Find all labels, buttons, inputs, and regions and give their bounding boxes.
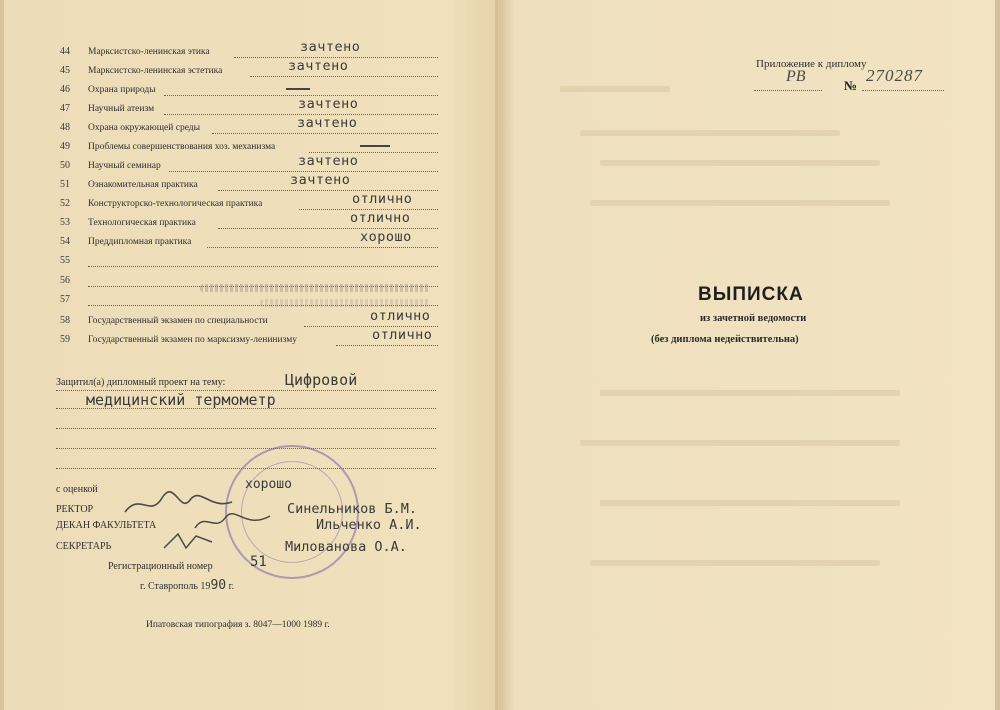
faint-print [580,440,900,446]
faint-print [600,160,880,166]
grade-value: зачтено [300,39,361,55]
grade-value: отлично [372,327,433,343]
row-number: 58 [60,315,70,326]
row-number: 54 [60,236,70,247]
table-row [60,115,440,136]
table-row [60,39,440,60]
stamp-smear [200,284,430,292]
subject-name: Ознакомительная практика [88,180,198,190]
row-number: 47 [60,103,70,114]
grade-value: зачтено [290,172,351,188]
rector-label: РЕКТОР [56,504,94,515]
project-line [56,428,436,429]
diploma-series: РВ [786,68,806,85]
row-number: 48 [60,122,70,133]
grade-value: зачтено [288,58,349,74]
stamp-smear [260,299,430,307]
secretary-signature [160,528,220,554]
project-title-line2: медицинский термометр [86,391,276,409]
subject-name: Конструкторско-технологическая практика [88,199,263,209]
dash-mark [286,88,310,90]
row-line [336,345,438,346]
subject-name: Охрана окружающей среды [88,123,201,133]
grade-value: хорошо [360,229,412,245]
table-row [60,137,440,155]
row-number: 49 [60,141,70,152]
row-number: 55 [60,255,70,266]
row-line [88,266,438,267]
row-number: 59 [60,334,70,345]
reg-number: 51 [250,554,267,570]
faint-print [600,500,900,506]
diploma-number: 270287 [866,66,923,85]
dash-mark [360,145,390,147]
series-line [754,90,822,91]
table-row [60,58,440,79]
document-subtitle: из зачетной ведомости [700,313,807,324]
row-number: 53 [60,217,70,228]
reg-label: Регистрационный номер [108,561,213,572]
validity-note: (без диплома недействительна) [651,334,799,345]
table-row [60,327,440,348]
table-row [60,251,440,269]
subject-name: Охрана природы [88,85,156,95]
row-number: 46 [60,84,70,95]
final-grade: хорошо [245,477,292,492]
project-title-line1: Цифровой [285,371,358,389]
table-row [60,96,440,117]
year-suffix: 90 [210,578,227,593]
grade-value: отлично [350,210,411,226]
secretary-label: СЕКРЕТАРЬ [56,541,112,552]
subject-name: Марксистско-ленинская эстетика [88,66,223,76]
year-end: г. [228,581,235,592]
project-line [56,408,436,409]
row-number: 56 [60,275,70,286]
faint-print [600,390,900,396]
number-sign: № [844,78,858,93]
subject-name: Государственный экзамен по специальности [88,316,268,326]
subject-name: Технологическая практика [88,218,196,228]
faint-print [590,200,890,206]
printer-line: Ипатовская типография з. 8047—1000 1989 г. [146,620,330,630]
row-number: 57 [60,294,70,305]
rector-name: Синельников Б.М. [287,501,418,517]
row-line [250,76,438,77]
row-number: 51 [60,179,70,190]
right-edge [995,0,1000,710]
page-fold [495,0,498,710]
project-label: Защитил(а) дипломный проект на тему: [56,377,226,388]
faint-print [580,130,840,136]
subject-name: Преддипломная практика [88,237,192,247]
grade-value: отлично [352,191,413,207]
city-label: г. Ставрополь 19 [140,581,211,592]
appendix-label: Приложение к диплому [756,58,867,70]
faint-print [590,560,880,566]
table-row [60,153,440,174]
subject-name: Марксистско-ленинская этика [88,47,210,57]
grade-value: зачтено [297,115,358,131]
number-line [862,90,944,91]
project-line [56,448,436,449]
left-edge [0,0,4,710]
subject-name: Проблемы совершенствования хоз. механизма [88,142,276,152]
faint-print [560,86,670,92]
document-title: ВЫПИСКА [698,284,804,305]
subject-name: Научный семинар [88,161,161,171]
table-row [60,229,440,250]
grade-value: зачтено [298,153,359,169]
row-number: 44 [60,46,70,57]
row-number: 45 [60,65,70,76]
row-line [212,133,438,134]
row-number: 52 [60,198,70,209]
subject-name: Государственный экзамен по марксизму-ленинизму [88,335,297,345]
grade-value: зачтено [298,96,359,112]
grade-value: отлично [370,308,431,324]
dean-label: ДЕКАН ФАКУЛЬТЕТА [56,520,157,531]
table-row [60,80,440,98]
row-line [207,247,438,248]
dean-name: Ильченко А.И. [316,517,422,533]
grade-label: с оценкой [56,484,98,495]
row-number: 50 [60,160,70,171]
city-date-label [140,578,234,593]
subject-name: Научный атеизм [88,104,155,114]
secretary-name: Милованова О.А. [285,539,407,555]
